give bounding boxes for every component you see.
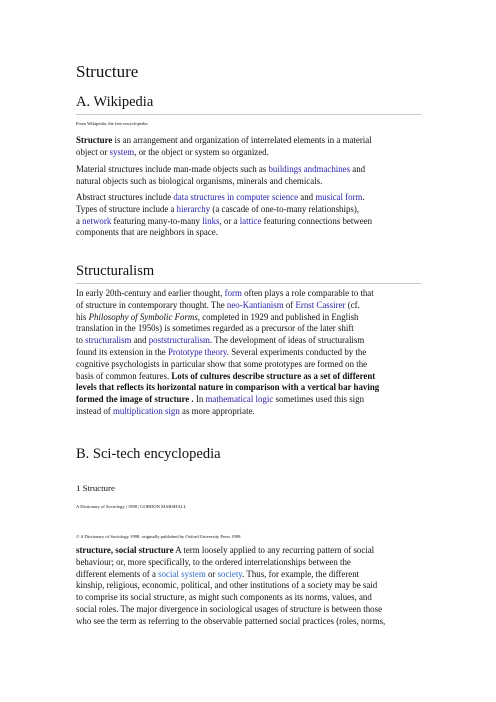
intro-paragraph-3: Abstract structures include data structures in computer science and musical form. Types of structure include a hierarchy (a cascade of one-to-many relationships), a network featuring many-to-many links, or a lattice featuring connections between components that are neighbors in space. bbox=[76, 192, 373, 238]
structuralism-heading: Structuralism bbox=[76, 263, 155, 279]
entry-term: structure, social structure bbox=[76, 545, 174, 555]
ernst-cassirer-link[interactable]: Ernst Cassirer bbox=[295, 299, 346, 310]
lattice-link[interactable]: lattice bbox=[239, 215, 262, 226]
data-structures-link[interactable]: data structures in computer science bbox=[173, 192, 299, 202]
structuralism-paragraph: In early 20th-century and earlier thought, form often plays a role comparable to that of structure in contemporary thought. The neo-Kantianism of Ernst Cassirer (cf. his Philosophy of Symbolic Forms, completed in 1929 and published in English translation in the 1950s) is sometimes regarded as a precursor of the later shift to structuralism and poststructuralism. The development of ideas of structuralism found its extension in the Prototype theory. Several experiments conducted by the cognitive psychologists in particular show that some prototypes are formed on the basis of common features. Lots of cultures describe structure as a set of different levels that reflects its horizontal nature in comparison with a vertical bar having formed the image of structure . In mathematical logic sometimes used this sign instead of multiplication sign as more appropriate. bbox=[76, 288, 380, 416]
section-a-rule bbox=[76, 114, 421, 115]
society-link[interactable]: society bbox=[217, 568, 243, 579]
musical-form-link[interactable]: musical form bbox=[315, 192, 363, 202]
neo-kantianism-link[interactable]: neo-Kantianism bbox=[226, 299, 284, 310]
structuralism-rule bbox=[76, 283, 421, 284]
social-system-link[interactable]: social system bbox=[158, 568, 206, 579]
section-a-heading: A. Wikipedia bbox=[76, 94, 154, 110]
intro-paragraph-2: Material structures include man-made objects such as buildings andmachines and natural objects such as biological organisms, minerals and chemicals. bbox=[76, 164, 366, 186]
links-link[interactable]: links bbox=[202, 215, 220, 226]
page-title: Structure bbox=[76, 62, 139, 81]
prototype-theory-link[interactable]: Prototype theory bbox=[167, 346, 227, 357]
multiplication-sign-link[interactable]: multiplication sign bbox=[112, 405, 180, 416]
structure-term: Structure bbox=[76, 135, 113, 145]
intro-paragraph-1: Structure is an arrangement and organization of interrelated elements in a material object or system, or the object or system so organized. bbox=[76, 135, 372, 157]
section-b-heading: B. Sci-tech encyclopedia bbox=[76, 446, 221, 462]
form-link[interactable]: form bbox=[224, 288, 242, 298]
from-wikipedia-note: From Wikipedia, the free encyclopedia bbox=[76, 121, 148, 126]
entry-copyright: © A Dictionary of Sociology 1998, originally published by Oxford University Press 1998. bbox=[76, 534, 242, 539]
entry-source: A Dictionary of Sociology | 1998 | GORDON MARSHALL bbox=[76, 504, 187, 509]
buildings-machines-link[interactable]: buildings andmachines bbox=[268, 164, 351, 174]
structuralism-link[interactable]: structuralism bbox=[85, 335, 132, 346]
network-link[interactable]: network bbox=[82, 215, 112, 226]
poststructuralism-link[interactable]: poststructuralism bbox=[148, 335, 210, 346]
symbolic-forms-title: Philosophy of Symbolic Forms bbox=[88, 311, 198, 322]
hierarchy-link[interactable]: hierarchy bbox=[176, 203, 211, 214]
system-link[interactable]: system bbox=[109, 146, 135, 157]
entry-heading: 1 Structure bbox=[76, 483, 115, 493]
entry-paragraph: structure, social structure A term loosely applied to any recurring pattern of social behaviour; or, more specifically, to the ordered interrelationships between the different elements of a social system or society. Thus, for example, the different kinship, religious, economic, political, and other institutions of a society may be said to comprise its social structure, as might such components as its norms, values, and social roles. The major divergence in sociological usages of structure is between those who see the term as referring to the observable patterned social practices (roles, norms, bbox=[76, 545, 386, 626]
mathematical-logic-link[interactable]: mathematical logic bbox=[205, 394, 274, 405]
